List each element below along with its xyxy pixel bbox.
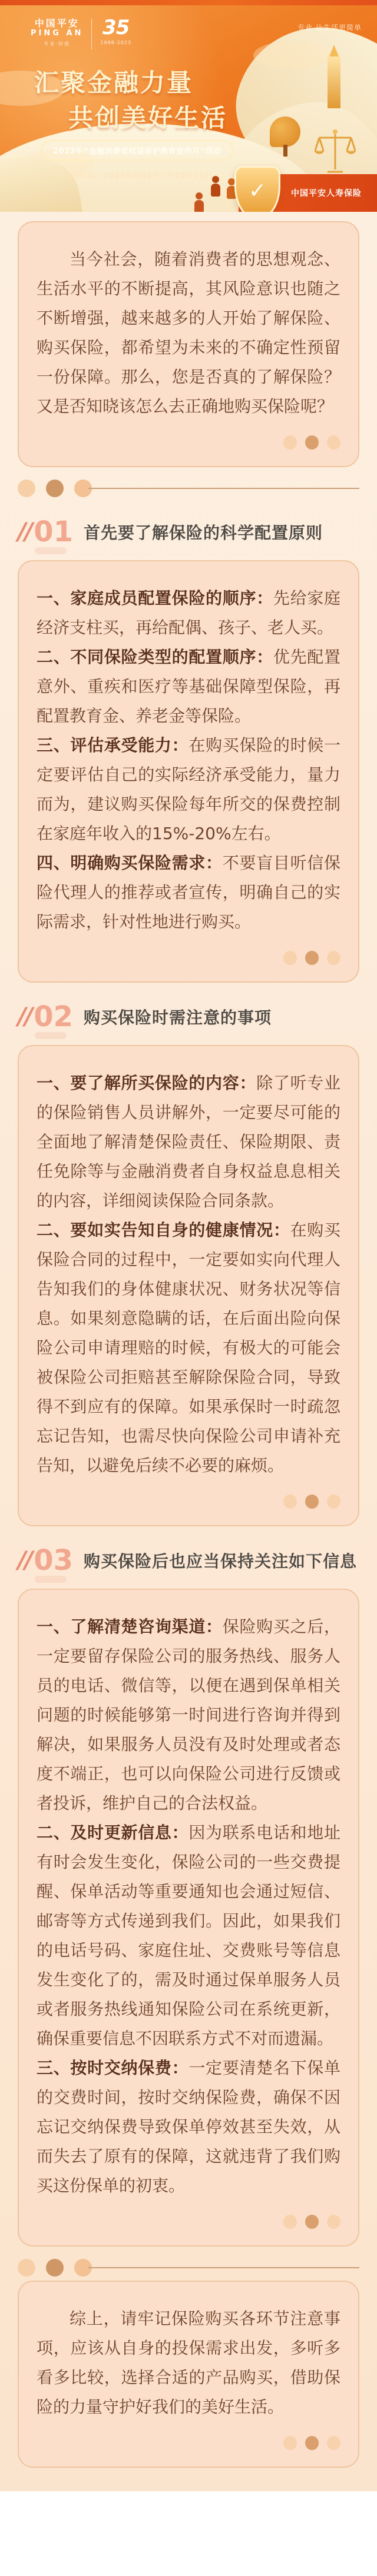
item-label: 一、家庭成员配置保险的顺序： [37,588,273,608]
card-dots-decoration [37,2215,340,2229]
section-title: 首先要了解保险的科学配置原则 [84,523,323,543]
campaign-schedule: 活动时间：2023年9月15日至10月15日 [62,172,213,181]
section-item [37,1069,340,1216]
item-text: 除了听专业的保险销售人员讲解外，一定要尽可能的全面地了解清楚保险责任、保险期限、责任免除等与金融消费者自身权益息息相关的内容，详细阅读保险合同条款。 [37,1073,340,1210]
item-label: 二、及时更新信息： [37,1823,189,1842]
intro-paragraph: 当今社会，随着消费者的思想观念、生活水平的不断提高，其风险意识也随之不断增强，越来越多的人开始了解保险、购买保险，都希望为未来的不确定性预留一份保障。那么，您是否真的了解保险？又是否知晓该怎么去正确地购买保险呢？ [37,249,340,416]
section-hash-mark: // [18,518,32,545]
section-number: 03 [34,1544,74,1577]
item-text: 优先配置意外、重疾和医疗等基础保障型保险，再配置教育金、养老金等保险。 [37,647,340,725]
logo-en-text: PING AN [31,29,84,38]
section-item [37,2054,340,2201]
dots-divider [18,479,359,498]
intro-card [18,221,359,467]
article-section [18,1546,359,2246]
section-body [37,1069,340,1480]
logo-tagline: 专业·价值 [44,41,70,47]
article-section [18,1000,359,1526]
article-section [18,515,359,983]
item-label: 一、了解清楚咨询渠道： [37,1617,223,1636]
item-text: 不要盲目听信保险代理人的推荐或者宣传，明确自己的实际需求，针对性地进行购买。 [37,853,340,931]
section-header [18,1546,359,1575]
item-label: 一、要了解所买保险的内容： [37,1073,257,1093]
section-card [18,1045,359,1526]
section-card [18,1589,359,2246]
logo-row [31,18,362,49]
banner-title-line2: 共创美好生活 [68,104,228,132]
section-title: 购买保险时需注意的事项 [84,1008,272,1027]
section-hash-mark: // [18,1003,32,1030]
item-label: 四、明确购买保险需求： [37,853,223,873]
item-text: 在购买保险合同的过程中，一定要如实向代理人告知我们的身体健康状况、财务状况等信息。如果刻意隐瞒的话，在后面出险向保险公司申请理赔的时候，有极大的可能会被保险公司拒赔甚至解除保险合同，导致得不到应有的保障。如果承保时一时疏忽忘记告知，也需尽快向保险公司申请补充告知，以避免后续不必要的麻烦。 [37,1220,340,1475]
section-item [37,1612,340,1818]
sections-container [18,515,359,2246]
card-dots-decoration [37,2436,340,2450]
anniversary-years: 1988-2023 [100,40,131,45]
item-label: 二、要如实告知自身的健康情况： [37,1220,290,1240]
section-item [37,731,340,848]
item-text: 在购买保险的时候一定要评估自己的实际经济承受能力，量力而为，建议购买保险每年所交的保费控制在家庭年收入的15%-20%左右。 [37,735,340,843]
dots-divider [18,2258,359,2277]
item-text: 保险购买之后，一定要留存保险公司的服务热线、服务人员的电话、微信等，以便在遇到保单相关问题的时候能够第一时间进行咨询并得到解决，如果服务人员没有及时处理或者态度不端正，也可以向保险公司进行反馈或者投诉，维护自己的合法权益。 [37,1617,340,1813]
item-text: 因为联系电话和地址有时会发生变化，保险公司的一些交费提醒、保单活动等重要通知也会通过短信、邮寄等方式传递到我们。因此，如果我们的电话号码、家庭住址、交费账号等信息发生变化了的，需及时通过保单服务人员或者服务热线通知保险公司在系统更新，确保重要信息不因联系方式不对而遗漏。 [37,1823,340,2048]
section-number: 02 [34,1000,74,1033]
section-item [37,584,340,643]
section-body [37,584,340,937]
section-header [18,1000,359,1033]
section-card [18,560,359,983]
anniversary-35-logo [100,18,131,45]
section-item [37,643,340,731]
company-name: 中国平安人寿保险 [291,189,362,198]
item-label: 二、不同保险类型的配置顺序： [37,647,273,667]
section-item [37,848,340,937]
item-label: 三、按时交纳保费： [37,2058,189,2078]
section-title: 购买保险后也应当保持关注如下信息 [84,1552,358,1571]
conclusion-card [18,2281,359,2468]
banner [0,0,377,212]
section-item [37,1818,340,2054]
section-number: 01 [34,515,74,548]
card-dots-decoration [37,435,340,450]
card-dots-decoration [37,1495,340,1509]
shield-check-icon: ✓ [234,166,280,212]
section-hash-mark: // [18,1547,32,1574]
banner-content [0,0,377,212]
section-item [37,1216,340,1480]
card-dots-decoration [37,951,340,965]
article-content [0,212,377,2491]
section-body [37,1612,340,2201]
section-header [18,515,359,548]
logo-divider [91,19,92,49]
anniversary-number: 35 [102,16,130,39]
item-label: 三、评估承受能力： [37,735,189,755]
conclusion-paragraph: 综上，请牢记保险购买各环节注意事项，应该从自身的投保需求出发，多听多看多比较，选择合适的产品购买，借助保险的力量守护好我们的美好生活。 [37,2309,340,2417]
pingan-logo [31,18,83,47]
item-text: 一定要清楚名下保单的交费时间，按时交纳保险费，确保不因忘记交纳保费导致保单停效甚至失效，从而失去了原有的保障，这就违背了我们购买这份保单的初衷。 [37,2058,340,2195]
banner-title-line1: 汇聚金融力量 [34,68,194,97]
logo-cn-text: 中国平安 [34,18,80,29]
brand-slogan: 专业 让生活更简单 [297,24,362,32]
campaign-badge: 2023年“金融消费者权益保护教育宣传月”活动 [41,140,233,161]
item-text: 先给家庭经济支柱买，再给配偶、孩子、老人买。 [37,588,340,637]
